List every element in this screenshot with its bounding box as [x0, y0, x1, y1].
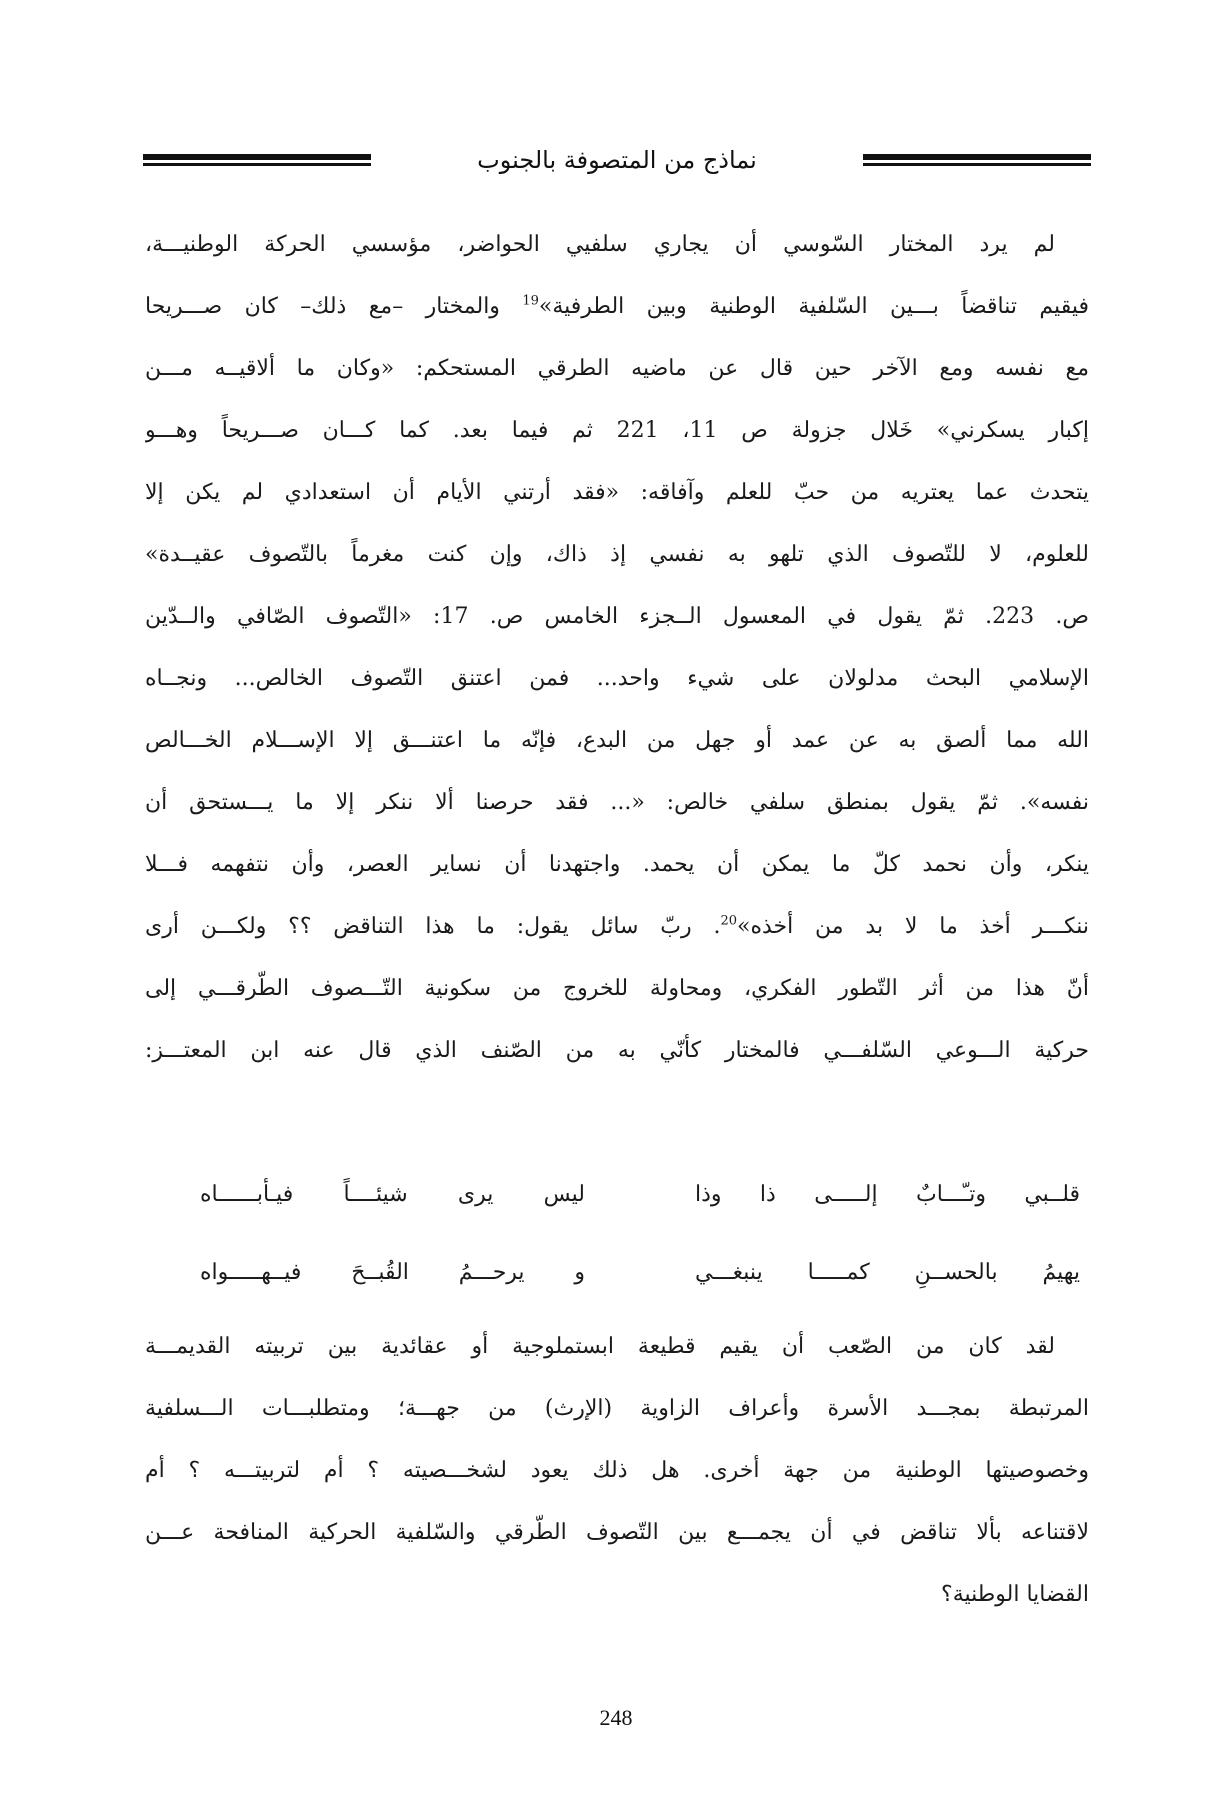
- paragraph-2: [145, 1316, 1089, 1626]
- running-header: [143, 140, 1091, 180]
- text-line-11: ينكر، وأن نحمد كلّ ما يمكن أن يحمد. واجتهدنا أن نساير العصر، وأن نتفهمه فـــلا: [145, 852, 1089, 877]
- text-line-3: مع نفسه ومع الآخر حين قال عن ماضيه الطرقي المستحكم: «وكان ما ألاقيــه مـــن: [145, 356, 1089, 381]
- text-line-p2-3: وخصوصيتها الوطنية من جهة أخرى. هل ذلك يعود لشخـــصيته ؟ أم لتربيتـــه ؟ أم: [145, 1458, 1089, 1483]
- text-line-2-tail: والمختار –مع ذلك– كان صـــريحا: [145, 294, 500, 319]
- text-line-10: نفسه». ثمّ يقول بمنطق سلفي خالص: «... فقد حرصنا ألا ننكر إلا ما يـــستحق أن: [145, 790, 1089, 815]
- text-line-13: أنّ هذا من أثر التّطور الفكري، ومحاولة للخروج من سكونية التّـــصوف الطّرقـــي إلى: [145, 976, 1089, 1001]
- text-line-2-head: فيقيم تناقضاً بـــين السّلفية الوطنية وبين الطرفية»: [538, 294, 1089, 319]
- text-line-4: إكبار يسكرني» خَلال جزولة ص 11، 221 ثم فيما بعد. كما كـــان صـــريحاً وهـــو: [145, 418, 1089, 443]
- text-line-9: الله مما ألصق به عن عمد أو جهل من البدع، فإنّه ما اعتنـــق إلا الإســـلام الخـــالص: [145, 728, 1089, 753]
- text-line-7: ص. 223. ثمّ يقول في المعسول الــجزء الخامس ص. 17: «التّصوف الصّافي والــدّين: [145, 604, 1089, 629]
- text-line-12: [145, 896, 1089, 958]
- text-line-p2-4: لاقتناعه بألا تناقض في أن يجمـــع بين التّصوف الطّرقي والسّلفية الحركية المنافحة عـــن: [145, 1520, 1089, 1545]
- running-title: نماذج من المتصوفة بالجنوب: [477, 146, 757, 174]
- text-line-14: حركية الـــوعي السّلفـــي فالمختار كأنّي به من الصّنف الذي قال عنه ابن المعتـــز:: [145, 1038, 1089, 1063]
- footnote-ref-19: 19: [522, 293, 539, 309]
- header-rule-right: [863, 154, 1091, 167]
- text-line-12-head: ننكـــر أخذ ما لا بد من أخذه»: [737, 914, 1089, 939]
- text-line-p2-5: القضايا الوطنية؟: [941, 1582, 1089, 1607]
- verse-1-second-hemistich: ليس يرى شيئــــاً فيـأبــــــاه: [200, 1182, 585, 1207]
- text-line-5: يتحدث عما يعتريه من حبّ للعلم وآفاقه: «فقد أرتني الأيام أن استعدادي لم يكن إلا: [145, 480, 1089, 505]
- text-line-2: [145, 276, 1089, 338]
- poem-verse: [200, 1234, 1080, 1312]
- page-number: 248: [599, 1705, 633, 1730]
- text-line-p2-2: المرتبطة بمجـــد الأسرة وأعراف الزاوية (الإرث) من جهـــة؛ ومتطلبـــات الـــسلفية: [145, 1396, 1089, 1421]
- verse-2-first-hemistich: يهيمُ بالحســنِ كمـــــا ينبغـــي: [695, 1260, 1080, 1285]
- text-line-8: الإسلامي البحث مدلولان على شيء واحد... فمن اعتنق التّصوف الخالص... ونجــاه: [145, 666, 1089, 691]
- paragraph-1: [145, 214, 1089, 1082]
- text-line-1: لم يرد المختار السّوسي أن يجاري سلفيي الحواضر، مؤسسي الحركة الوطنيـــة،: [145, 232, 1055, 257]
- verse-1-first-hemistich: قلــبي وتـّـــابٌ إلـــــى ذا وذا: [695, 1182, 1080, 1207]
- text-line-6: للعلوم، لا للتّصوف الذي تلهو به نفسي إذ ذاك، وإن كنت مغرماً بالتّصوف عقيــدة»: [145, 542, 1089, 567]
- poem: [200, 1156, 1080, 1312]
- text-line-p2-1: لقد كان من الصّعب أن يقيم قطيعة ابستملوجية أو عقائدية بين تربيته القديمـــة: [145, 1334, 1055, 1359]
- text-line-12-tail: . ربّ سائل يقول: ما هذا التناقض ؟؟ ولكـــن أرى: [145, 914, 721, 939]
- verse-2-second-hemistich: و يرحـــمُ القُبــحَ فيــهـــــواه: [200, 1260, 585, 1285]
- footnote-ref-20: 20: [720, 913, 737, 929]
- poem-verse: [200, 1156, 1080, 1234]
- header-rule-left: [143, 154, 371, 167]
